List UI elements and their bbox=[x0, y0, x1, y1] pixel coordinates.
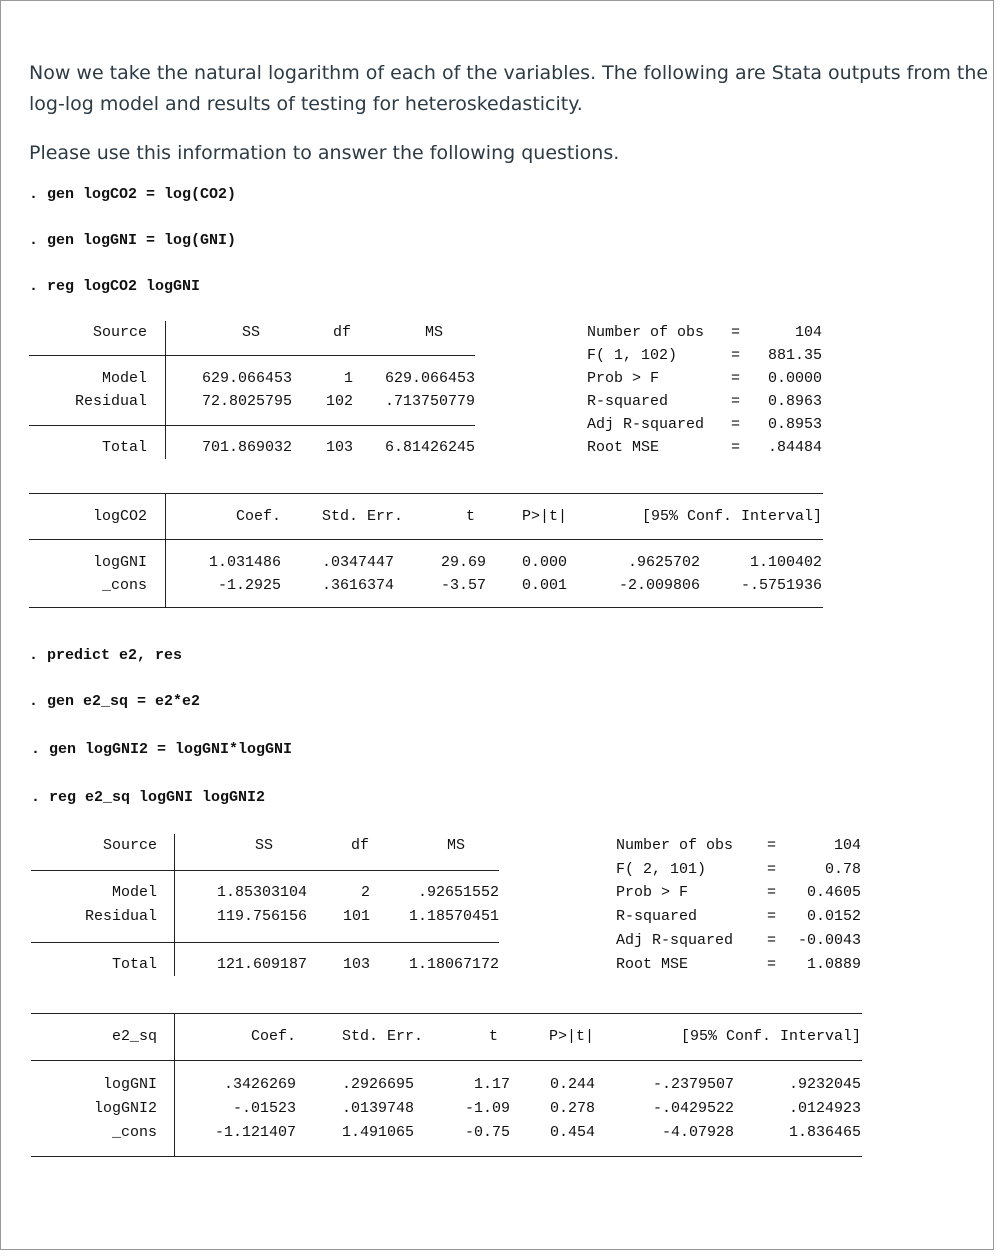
reg2-coef-rule-top bbox=[31, 1013, 862, 1014]
reg1-stat-equals: = bbox=[731, 347, 741, 364]
reg1-stat-label: Adj R-squared bbox=[587, 416, 705, 433]
reg1-anova-source: Residual bbox=[74, 393, 147, 410]
reg2-anova-df: 103 bbox=[342, 956, 370, 973]
reg2-anova-ms: 1.18067172 bbox=[408, 956, 499, 973]
reg1-anova-rule-top bbox=[29, 355, 475, 356]
reg1-coef-var: logGNI bbox=[92, 554, 147, 571]
reg2-stat-equals: = bbox=[767, 884, 777, 901]
reg2-anova-header-df: df bbox=[350, 837, 369, 854]
reg1-stat-value: 104 bbox=[794, 324, 822, 341]
reg2-stat-equals: = bbox=[767, 861, 777, 878]
reg2-anova-ms: .92651552 bbox=[417, 884, 499, 901]
reg1-coef-p: 0.001 bbox=[521, 577, 567, 594]
reg2-coef-value: -.01523 bbox=[232, 1100, 296, 1117]
reg2-coef-ci-lower: -.2379507 bbox=[652, 1076, 734, 1093]
reg2-stat-label: Number of obs bbox=[616, 837, 734, 854]
reg2-coef-se: .2926695 bbox=[341, 1076, 414, 1093]
reg2-stat-label: Prob > F bbox=[616, 884, 689, 901]
reg1-coef-ci-lower: .9625702 bbox=[627, 554, 700, 571]
reg2-anova-ms: 1.18570451 bbox=[408, 908, 499, 925]
reg1-stat-label: F( 1, 102) bbox=[587, 347, 678, 364]
command-predict-e2: . predict e2, res bbox=[29, 647, 183, 664]
reg2-coef-p: 0.244 bbox=[549, 1076, 595, 1093]
reg2-anova-header-source: Source bbox=[102, 837, 157, 854]
reg1-anova-df: 1 bbox=[343, 370, 353, 387]
reg1-anova-header-source: Source bbox=[92, 324, 147, 341]
reg2-anova-source: Residual bbox=[84, 908, 157, 925]
reg1-coef-se: .3616374 bbox=[321, 577, 394, 594]
reg2-anova-source: Model bbox=[111, 884, 157, 901]
reg1-stat-value: 0.8963 bbox=[767, 393, 822, 410]
reg1-stat-equals: = bbox=[731, 416, 741, 433]
reg1-coef-header-se: Std. Err. bbox=[321, 508, 403, 525]
reg2-anova-divider bbox=[174, 834, 175, 976]
reg2-anova-source: Total bbox=[111, 956, 157, 973]
reg2-coef-var: logGNI2 bbox=[93, 1100, 157, 1117]
reg1-coef-rule-top bbox=[29, 493, 823, 494]
reg2-stat-equals: = bbox=[767, 932, 777, 949]
reg2-coef-header-t: t bbox=[488, 1028, 498, 1045]
reg2-stat-equals: = bbox=[767, 908, 777, 925]
reg1-coef-t: 29.69 bbox=[440, 554, 486, 571]
reg2-coef-header-ci: [95% Conf. Interval] bbox=[680, 1028, 861, 1045]
reg2-coef-header-dep: e2_sq bbox=[111, 1028, 157, 1045]
reg1-coef-value: -1.2925 bbox=[217, 577, 281, 594]
reg2-anova-ss: 1.85303104 bbox=[216, 884, 307, 901]
reg1-stat-label: Root MSE bbox=[587, 439, 660, 456]
reg2-coef-ci-upper: .0124923 bbox=[788, 1100, 861, 1117]
reg2-stat-value: 0.78 bbox=[824, 861, 861, 878]
command-gen-logco2: . gen logCO2 = log(CO2) bbox=[29, 186, 237, 203]
reg1-stat-equals: = bbox=[731, 439, 741, 456]
command-gen-loggni: . gen logGNI = log(GNI) bbox=[29, 232, 237, 249]
reg2-coef-t: 1.17 bbox=[473, 1076, 510, 1093]
reg1-anova-header-ss: SS bbox=[241, 324, 260, 341]
reg2-coef-se: .0139748 bbox=[341, 1100, 414, 1117]
reg1-stat-value: 0.0000 bbox=[767, 370, 822, 387]
reg2-stat-label: Adj R-squared bbox=[616, 932, 734, 949]
reg2-anova-rule-total bbox=[31, 942, 499, 943]
reg2-stat-value: 104 bbox=[833, 837, 861, 854]
reg1-stat-label: Prob > F bbox=[587, 370, 660, 387]
reg2-coef-ci-upper: 1.836465 bbox=[788, 1124, 861, 1141]
reg1-coef-divider bbox=[165, 493, 166, 607]
reg1-coef-se: .0347447 bbox=[321, 554, 394, 571]
reg1-stat-label: Number of obs bbox=[587, 324, 705, 341]
reg1-anova-header-ms: MS bbox=[424, 324, 443, 341]
reg2-coef-rule-mid bbox=[31, 1060, 862, 1061]
reg2-stat-value: 0.0152 bbox=[806, 908, 861, 925]
intro-line-3: Please use this information to answer the following questions. bbox=[29, 142, 620, 164]
command-gen-e2-sq: . gen e2_sq = e2*e2 bbox=[29, 693, 201, 710]
reg2-coef-t: -0.75 bbox=[464, 1124, 510, 1141]
reg1-coef-header-coef: Coef. bbox=[235, 508, 281, 525]
reg2-coef-p: 0.454 bbox=[549, 1124, 595, 1141]
reg1-coef-ci-upper: 1.100402 bbox=[749, 554, 822, 571]
reg2-coef-var: logGNI bbox=[102, 1076, 157, 1093]
reg2-coef-header-p: P>|t| bbox=[548, 1028, 594, 1045]
reg1-anova-header-df: df bbox=[332, 324, 351, 341]
reg1-coef-header-p: P>|t| bbox=[521, 508, 567, 525]
command-gen-loggni2: . gen logGNI2 = logGNI*logGNI bbox=[31, 741, 293, 758]
reg2-stat-label: F( 2, 101) bbox=[616, 861, 707, 878]
reg1-anova-ss: 629.066453 bbox=[201, 370, 292, 387]
reg2-coef-ci-lower: -.0429522 bbox=[652, 1100, 734, 1117]
reg2-stat-value: -0.0043 bbox=[797, 932, 861, 949]
reg1-coef-rule-bottom bbox=[29, 607, 823, 608]
reg1-coef-header-dep: logCO2 bbox=[92, 508, 147, 525]
reg2-coef-rule-bottom bbox=[31, 1156, 862, 1157]
reg1-coef-header-ci: [95% Conf. Interval] bbox=[641, 508, 822, 525]
reg2-coef-value: -1.121407 bbox=[214, 1124, 296, 1141]
reg1-coef-t: -3.57 bbox=[440, 577, 486, 594]
command-reg-e2-sq: . reg e2_sq logGNI logGNI2 bbox=[31, 789, 266, 806]
reg2-coef-se: 1.491065 bbox=[341, 1124, 414, 1141]
reg1-anova-source: Total bbox=[101, 439, 147, 456]
reg2-coef-header-coef: Coef. bbox=[250, 1028, 296, 1045]
reg2-coef-value: .3426269 bbox=[223, 1076, 296, 1093]
reg1-coef-p: 0.000 bbox=[521, 554, 567, 571]
reg1-anova-source: Model bbox=[101, 370, 147, 387]
reg2-coef-ci-lower: -4.07928 bbox=[661, 1124, 734, 1141]
reg2-anova-ss: 121.609187 bbox=[216, 956, 307, 973]
reg1-stat-equals: = bbox=[731, 324, 741, 341]
reg2-anova-df: 101 bbox=[342, 908, 370, 925]
reg2-stat-equals: = bbox=[767, 956, 777, 973]
reg2-anova-df: 2 bbox=[360, 884, 370, 901]
reg2-stat-label: Root MSE bbox=[616, 956, 689, 973]
reg2-anova-header-ss: SS bbox=[254, 837, 273, 854]
reg1-anova-df: 103 bbox=[325, 439, 353, 456]
reg2-stat-equals: = bbox=[767, 837, 777, 854]
reg2-coef-ci-upper: .9232045 bbox=[788, 1076, 861, 1093]
reg1-stat-equals: = bbox=[731, 393, 741, 410]
reg1-stat-label: R-squared bbox=[587, 393, 669, 410]
reg1-anova-ss: 72.8025795 bbox=[201, 393, 292, 410]
reg1-anova-divider bbox=[165, 321, 166, 459]
reg2-coef-var: _cons bbox=[111, 1124, 157, 1141]
reg2-stat-value: 0.4605 bbox=[806, 884, 861, 901]
reg2-anova-ss: 119.756156 bbox=[216, 908, 307, 925]
intro-line-1: Now we take the natural logarithm of each of the variables. The following are Stata outputs from the bbox=[29, 62, 989, 84]
reg2-coef-divider bbox=[174, 1013, 175, 1156]
reg2-coef-header-se: Std. Err. bbox=[341, 1028, 423, 1045]
reg1-stat-value: 0.8953 bbox=[767, 416, 822, 433]
reg1-coef-ci-lower: -2.009806 bbox=[618, 577, 700, 594]
reg2-anova-header-ms: MS bbox=[446, 837, 465, 854]
reg1-anova-df: 102 bbox=[325, 393, 353, 410]
reg1-stat-value: 881.35 bbox=[767, 347, 822, 364]
reg1-stat-value: .84484 bbox=[767, 439, 822, 456]
reg2-anova-rule-top bbox=[31, 870, 499, 871]
reg2-coef-t: -1.09 bbox=[464, 1100, 510, 1117]
reg1-coef-header-t: t bbox=[465, 508, 475, 525]
reg1-anova-ms: .713750779 bbox=[384, 393, 475, 410]
reg1-anova-ms: 629.066453 bbox=[384, 370, 475, 387]
reg1-coef-value: 1.031486 bbox=[208, 554, 281, 571]
reg2-stat-label: R-squared bbox=[616, 908, 698, 925]
intro-line-2: log-log model and results of testing for heteroskedasticity. bbox=[29, 93, 583, 115]
reg1-coef-ci-upper: -.5751936 bbox=[740, 577, 822, 594]
reg2-stat-value: 1.0889 bbox=[806, 956, 861, 973]
reg1-coef-var: _cons bbox=[101, 577, 147, 594]
reg1-anova-rule-total bbox=[29, 425, 475, 426]
reg1-stat-equals: = bbox=[731, 370, 741, 387]
reg1-anova-ms: 6.81426245 bbox=[384, 439, 475, 456]
reg2-coef-p: 0.278 bbox=[549, 1100, 595, 1117]
command-reg-logco2: . reg logCO2 logGNI bbox=[29, 278, 201, 295]
reg1-coef-rule-mid bbox=[29, 539, 823, 540]
reg1-anova-ss: 701.869032 bbox=[201, 439, 292, 456]
